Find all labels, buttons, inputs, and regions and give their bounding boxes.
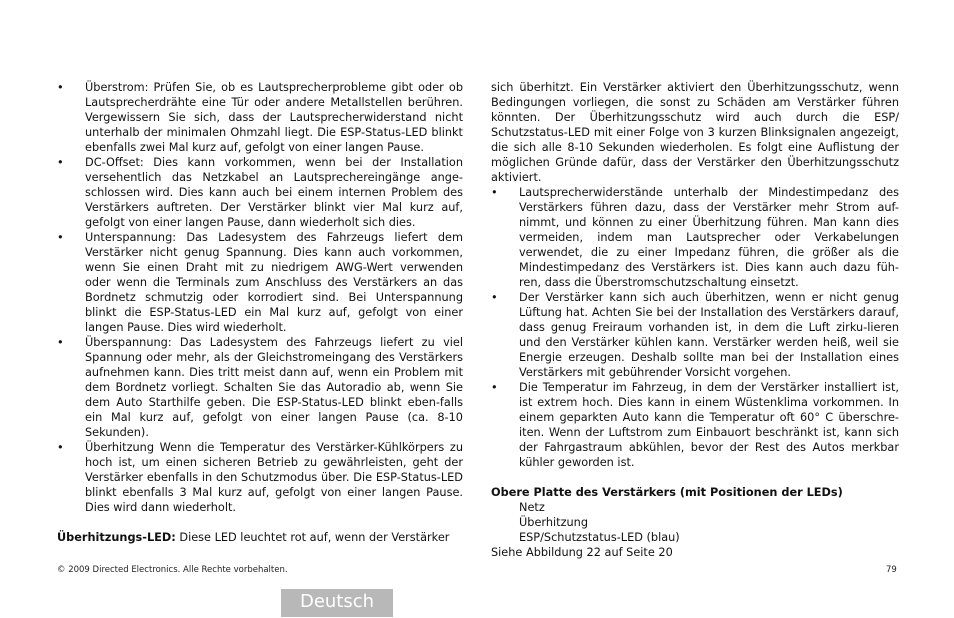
bullet-text: Der Verstärker kann sich auch überhitzen, wenn er nicht genug Lüftung hat. Achten Sie bei der Installation des Verstärkers darauf, dass genug Freiraum vorhanden ist, in dem die Luft zirku-lieren und den Verstärker kühlen kann. Verstärker werden heiß, weil sie Energie erzeugen. Deshalb sollte man bei der Installation eines Verstärkers mit gebührender Vorsicht vorgehen. <box>519 291 899 379</box>
overheat-led-label: Überhitzungs-LED: <box>57 531 176 544</box>
bullet-text: Lautsprecherwiderstände unterhalb der Mindestimpedanz des Verstärkers führen dazu, dass der Verstärker mehr Strom auf-nimmt, und können zu einer Überhitzung führen. Man kann dies vermeiden, indem man Lautsprecher oder Verkabelungen verwendet, die zu einer Impedanz führen, die größer als die Mindestimpedanz des Verstärkers ist. Dies kann auch dazu füh-ren, dass die Überstromschutzschaltung einsetzt. <box>519 186 899 289</box>
led-list-item-esp-status: ESP/Schutzstatus-LED (blau) <box>519 531 680 544</box>
bullet-text: Überspannung: Das Ladesystem des Fahrzeugs liefert zu viel Spannung oder mehr, als der Gleichstromeingang des Verstärkers aufnehmen kann. Dies tritt meist dann auf, wenn ein Problem mit dem Bordnetz vorliegt. Schalten Sie das Autoradio ab, wenn Sie dem Auto Starthilfe geben. Die ESP-Status-LED blinkt eben-falls ein Mal kurz auf, gefolgt von einer langen Pause (ca. 8-10 Sekunden). <box>85 336 463 439</box>
bullet-dot: • <box>57 156 64 169</box>
bullet-dc-offset <box>57 155 463 230</box>
bullet-ventilation <box>491 290 899 380</box>
bullet-dot: • <box>491 291 498 304</box>
bullet-dot: • <box>57 81 64 94</box>
bullet-vehicle-temperature <box>491 380 899 470</box>
right-column <box>491 80 899 560</box>
bullet-dot: • <box>57 441 64 454</box>
page-number: 79 <box>886 565 897 575</box>
overheat-led-text: Diese LED leuchtet rot auf, wenn der Verstärker <box>175 531 450 544</box>
figure-reference: Siehe Abbildung 22 auf Seite 20 <box>491 546 673 559</box>
bullet-dot: • <box>57 231 64 244</box>
top-panel-heading: Obere Platte des Verstärkers (mit Positionen der LEDs) <box>491 486 843 499</box>
bullet-overvoltage <box>57 335 463 440</box>
left-column <box>57 80 463 545</box>
language-tab: Deutsch <box>281 589 393 617</box>
bullet-text: Unterspannung: Das Ladesystem des Fahrzeugs liefert dem Verstärker nicht genug Spannung. Dies kann auch vorkommen, wenn Sie einen Draht mit zu niedrigem AWG-Wert verwenden oder wenn die Terminals zum Anschluss des Verstärkers an das Bordnetz schmutzig oder korrodiert sind. Bei Unterspannung blinkt die ESP-Status-LED ein Mal kurz auf, gefolgt von einer langen Pause. Dies wird wiederholt. <box>85 231 463 334</box>
bullet-dot: • <box>57 336 64 349</box>
overheat-intro-paragraph: sich überhitzt. Ein Verstärker aktiviert den Überhitzungsschutz, wenn Bedingungen vorliegen, die sonst zu Schäden am Verstärker führen könnten. Der Überhitzungsschutz wird auch durch die ESP/ Schutzstatus-LED mit einer Folge von 3 kurzen Blinksignalen angezeigt, die sich alle 8-10 Sekunden wiederholen. Es folgt eine Auflistung der möglichen Gründe dafür, dass der Verstärker den Überhitzungsschutz aktiviert. <box>491 81 899 184</box>
bullet-low-impedance <box>491 185 899 290</box>
led-list-item-overheat: Überhitzung <box>519 516 588 529</box>
bullet-dot: • <box>491 186 498 199</box>
bullet-text: DC-Offset: Dies kann vorkommen, wenn bei der Installation versehentlich das Netzkabel an Lautsprechereingänge ange-schlossen wird. Dies kann auch bei einem internen Problem des Verstärkers auftreten. Der Verstärker blinkt vier Mal kurz auf, gefolgt von einer langen Pause, dann wiederholt sich dies. <box>85 156 463 229</box>
bullet-overheating <box>57 440 463 515</box>
bullet-dot: • <box>491 381 498 394</box>
copyright-notice: © 2009 Directed Electronics. Alle Rechte vorbehalten. <box>57 565 288 575</box>
bullet-text: Überhitzung Wenn die Temperatur des Verstärker-Kühlkörpers zu hoch ist, um einen sicheren Betrieb zu gewährleisten, geht der Verstärker ebenfalls in den Schutzmodus über. Die ESP-Status-LED blinkt ebenfalls 3 Mal kurz auf, gefolgt von einer langen Pause. Dies wird dann wiederholt. <box>85 441 463 514</box>
bullet-overcurrent <box>57 80 463 155</box>
bullet-text: Die Temperatur im Fahrzeug, in dem der Verstärker installiert ist, ist extrem hoch. Dies kann in einem Wüstenklima vorkommen. In einem geparkten Auto kann die Temperatur oft 60° C überschre-iten. Wenn der Luftstrom zum Einbauort beschränkt ist, kann sich der Fahrgastraum abkühlen, bevor der Rest des Autos merkbar kühler geworden ist. <box>519 381 899 469</box>
bullet-undervoltage <box>57 230 463 335</box>
bullet-text: Überstrom: Prüfen Sie, ob es Lautsprecherprobleme gibt oder ob Lautsprecherdrähte eine Tür oder andere Metallstellen berühren. Vergewissern Sie sich, dass der Lautsprecherwiderstand nicht unterhalb der minimalen Ohmzahl liegt. Die ESP-Status-LED blinkt ebenfalls zwei Mal kurz auf, gefolgt von einer langen Pause. <box>85 81 463 154</box>
led-list-item-power: Netz <box>519 501 545 514</box>
overheat-led-paragraph <box>57 530 463 545</box>
